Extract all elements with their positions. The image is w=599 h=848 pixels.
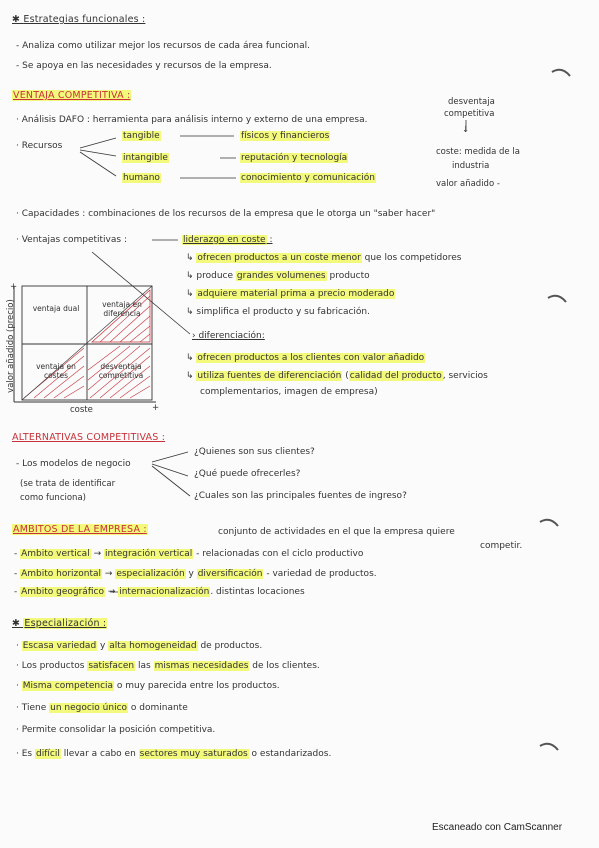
estrategias-line-2: - Se apoya en las necesidades y recursos de la empresa. bbox=[16, 61, 272, 71]
liderazgo-label: liderazgo en coste : bbox=[183, 235, 273, 245]
ventajas-label: · Ventajas competitivas : bbox=[16, 235, 127, 245]
recurso-reputacion: reputación y tecnología bbox=[241, 153, 348, 163]
ambitos-desc-2: competir. bbox=[480, 541, 523, 551]
esp-item-2: · Los productos satisfacen las mismas necesidades de los clientes. bbox=[16, 661, 320, 671]
chart-box-costes: ventaja en costes bbox=[36, 362, 76, 380]
esp-item-5: · Permite consolidar la posición competitiva. bbox=[16, 725, 216, 735]
liderazgo-item-2: ↳ produce grandes volumenes producto bbox=[186, 271, 370, 281]
question-3: ¿Cuales son las principales fuentes de ingreso? bbox=[194, 491, 407, 501]
section-title-estrategias: ✱ Estrategias funcionales : bbox=[12, 14, 146, 25]
chart-plus-y: + bbox=[10, 282, 18, 292]
alternativas-arrows bbox=[152, 452, 190, 496]
estrategias-line-1: - Analiza como utilizar mejor los recursos de cada área funcional. bbox=[16, 41, 310, 51]
ambitos-desc: conjunto de actividades en el que la empresa quiere bbox=[218, 527, 455, 537]
recurso-fisicos: físicos y financieros bbox=[241, 131, 330, 141]
coste-note-1: coste: medida de la bbox=[436, 147, 520, 157]
question-2: ¿Qué puede ofrecerles? bbox=[194, 469, 301, 479]
ambito-horizontal: - Ambito horizontal → especialización y diversificación - variedad de productos. bbox=[14, 569, 377, 579]
punch-hole-mark bbox=[540, 744, 558, 750]
chart-box-diferencia: ventaja en diferencia bbox=[102, 300, 142, 318]
chart-box-dual: ventaja dual bbox=[32, 304, 80, 313]
section-title-ventaja: VENTAJA COMPETITIVA : bbox=[13, 90, 131, 101]
punch-hole-mark bbox=[540, 520, 558, 526]
recurso-intangible: intangible bbox=[123, 153, 168, 163]
branch-arrows bbox=[80, 138, 116, 176]
liderazgo-item-1: ↳ ofrecen productos a un coste menor que los competidores bbox=[186, 253, 462, 263]
liderazgo-item-3: ↳ adquiere material prima a precio moderado bbox=[186, 289, 395, 299]
chart-axis-x: coste bbox=[70, 405, 93, 415]
esp-item-1: · Escasa variedad y alta homogeneidad de productos. bbox=[16, 641, 263, 651]
punch-hole-mark bbox=[552, 70, 570, 76]
recurso-humano: humano bbox=[123, 173, 160, 183]
section-title-alternativas: ALTERNATIVAS COMPETITIVAS : bbox=[12, 432, 166, 443]
ambito-geografico: - Ambito geográfico → internacionalización. distintas locaciones bbox=[14, 587, 305, 597]
coste-note-2: industria bbox=[452, 161, 490, 171]
valor-note: valor añadido - bbox=[436, 179, 500, 189]
diferenciacion-item-2-cont: complementarios, imagen de empresa) bbox=[200, 387, 378, 397]
desventaja-note-2: competitiva bbox=[444, 109, 495, 119]
diferenciacion-item-1: ↳ ofrecen productos a los clientes con valor añadido bbox=[186, 353, 425, 363]
esp-item-4: · Tiene un negocio único o dominante bbox=[16, 703, 188, 713]
esp-item-3: · Misma competencia o muy parecida entre los productos. bbox=[16, 681, 280, 691]
diagonal-arrow bbox=[92, 252, 190, 334]
recurso-conocimiento: conocimiento y comunicación bbox=[241, 173, 375, 183]
diferenciacion-item-2: ↳ utiliza fuentes de diferenciación (calidad del producto, servicios bbox=[186, 371, 488, 381]
esp-item-6: · Es difícil llevar a cabo en sectores muy saturados o estandarizados. bbox=[16, 749, 332, 759]
section-title-especializacion: ✱ Especialización : bbox=[12, 618, 107, 629]
chart-axis-y: valor añadido (precio) bbox=[5, 299, 16, 393]
dafo-line: · Análisis DAFO : herramienta para análisis interno y externo de una empresa. bbox=[16, 115, 368, 125]
chart-plus-x: + bbox=[152, 403, 160, 413]
desventaja-arrow: ↓ bbox=[462, 125, 470, 135]
camscanner-watermark: Escaneado con CamScanner bbox=[432, 822, 563, 833]
question-1: ¿Quienes son sus clientes? bbox=[194, 447, 315, 457]
chart-box-desventaja: desventaja competitiva bbox=[98, 362, 144, 380]
modelos-note-1: (se trata de identificar bbox=[20, 479, 116, 489]
punch-hole-mark bbox=[548, 296, 566, 302]
modelos-line: - Los modelos de negocio bbox=[16, 459, 131, 469]
arrow-lines bbox=[180, 136, 236, 178]
desventaja-note-1: desventaja bbox=[448, 97, 495, 107]
capacidades-line: · Capacidades : combinaciones de los recursos de la empresa que le otorga un "saber hacer" bbox=[16, 209, 436, 219]
section-title-ambitos: AMBITOS DE LA EMPRESA : bbox=[13, 524, 147, 535]
diferenciacion-label: › diferenciación: bbox=[192, 331, 265, 341]
ambito-vertical: - Ambito vertical → integración vertical - relacionadas con el ciclo productivo bbox=[14, 549, 364, 559]
recursos-label: · Recursos bbox=[16, 141, 63, 151]
modelos-note-2: como funciona) bbox=[20, 493, 86, 503]
liderazgo-item-4: ↳ simplifica el producto y su fabricación. bbox=[186, 307, 370, 317]
recurso-tangible: tangible bbox=[123, 131, 160, 141]
